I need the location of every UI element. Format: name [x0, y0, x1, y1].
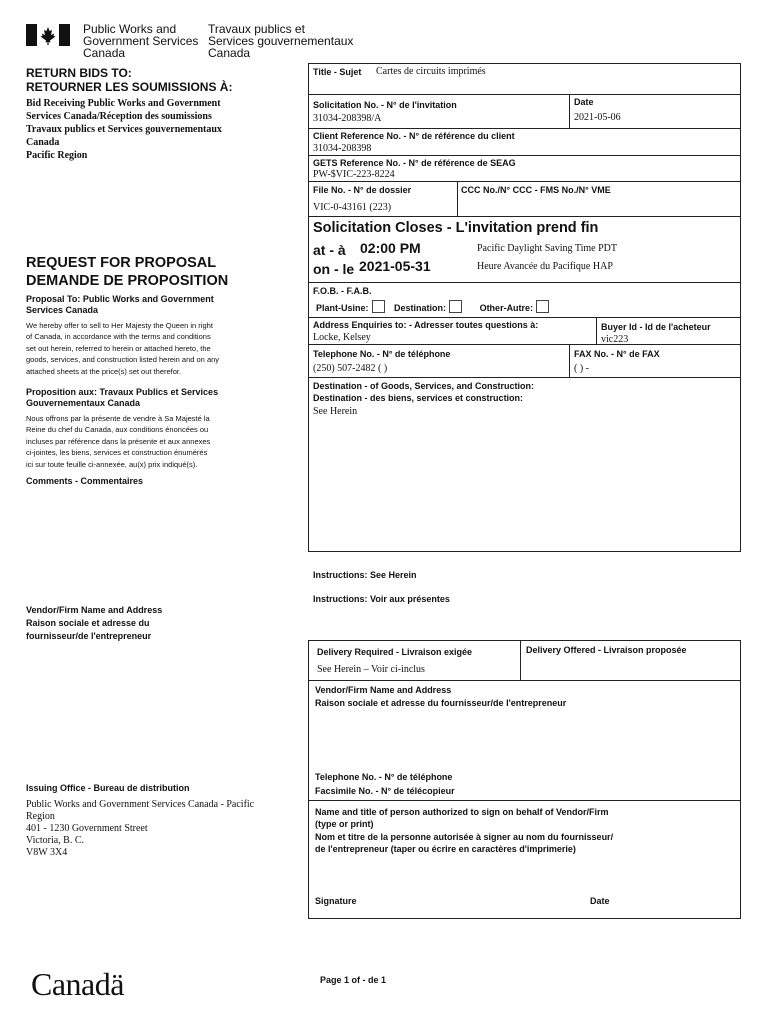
- other-label: Other-Autre:: [479, 303, 534, 313]
- instructions-fr: Instructions: Voir aux présentes: [313, 594, 450, 604]
- address-line: Pacific Region: [26, 150, 88, 161]
- client-ref-value: 31034-208398: [313, 143, 372, 154]
- page-number: Page 1 of - de 1: [320, 975, 387, 985]
- issuing-office-label: Issuing Office - Bureau de distribution: [26, 783, 190, 793]
- label-line: Raison sociale et adresse du: [26, 618, 150, 628]
- delivery-required-value: See Herein – Voir ci-inclus: [317, 664, 425, 675]
- text-line: set out herein, referred to herein or attached hereto, the: [26, 343, 211, 353]
- proposition-text: [26, 413, 210, 470]
- delivery-offered-label: Delivery Offered - Livraison proposée: [526, 645, 687, 655]
- address-enquiries-label: Address Enquiries to: - Adresser toutes questions à:: [313, 320, 539, 330]
- department-line: Canada: [208, 46, 251, 60]
- vendor-left-label: [26, 604, 162, 643]
- vendor-telephone-label: Telephone No. - N° de téléphone: [315, 772, 453, 782]
- vendor-name-label: Vendor/Firm Name and Address: [315, 685, 452, 695]
- destination-label: Destination:: [394, 303, 447, 313]
- ccc-label: CCC No./N° CCC - FMS No./N° VME: [461, 185, 611, 195]
- plant-checkbox[interactable]: [372, 300, 385, 313]
- text-line: ci-jointes, les biens, services et construction énumérés: [26, 448, 208, 458]
- buyer-id-label: Buyer Id - Id de l'acheteur: [601, 322, 711, 332]
- department-line: Public Works and: [83, 22, 177, 36]
- instructions-en: Instructions: See Herein: [313, 570, 417, 580]
- rfp-title-fr: DEMANDE DE PROPOSITION: [26, 273, 229, 289]
- telephone-value: (250) 507-2482 ( ): [313, 363, 388, 374]
- signature-date-label: Date: [590, 896, 610, 906]
- text-line: of Canada, in accordance with the terms and conditions: [26, 332, 211, 342]
- proposal-to-text: [26, 320, 219, 377]
- proposal-to-label: [26, 294, 214, 316]
- label-line: Proposition aux: Travaux Publics et Services: [26, 387, 219, 397]
- return-bids-address: [26, 97, 222, 162]
- label-line: de l'entrepreneur (taper ou écrire en caractères d'imprimerie): [315, 843, 576, 854]
- text-line: goods, services, and construction listed herein and on any: [26, 355, 220, 365]
- vendor-address-label: Raison sociale et adresse du fournisseur/de l'entrepreneur: [315, 698, 567, 708]
- text-line: incluses par référence dans la présente et aux annexes: [26, 436, 211, 446]
- label-line: Name and title of person authorized to sign on behalf of Vendor/Firm: [315, 807, 609, 817]
- authorized-person-label: [315, 806, 613, 855]
- address-line: V8W 3X4: [26, 847, 68, 858]
- text-line: attached sheets at the price(s) set out therefor.: [26, 366, 182, 376]
- buyer-id-value: vic223: [601, 334, 629, 345]
- destination-checkbox[interactable]: [449, 300, 462, 313]
- address-line: Public Works and Government Services Canada - Pacific: [26, 799, 255, 810]
- address-line: Bid Receiving Public Works and Government: [26, 98, 221, 109]
- title-value: Cartes de circuits imprimés: [376, 66, 486, 77]
- client-ref-label: Client Reference No. - N° de référence du client: [313, 131, 515, 141]
- fob-options: [316, 300, 552, 314]
- gets-value: PW-$VIC-223-8224: [313, 169, 395, 180]
- fax-value: ( ) -: [574, 363, 589, 374]
- label-line: (type or print): [315, 819, 374, 830]
- authorized-person-field[interactable]: [312, 858, 736, 890]
- close-time: 02:00 PM: [360, 240, 421, 256]
- comments-label: Comments - Commentaires: [26, 476, 144, 486]
- delivery-required-label: Delivery Required - Livraison exigée: [317, 647, 473, 657]
- solicitation-label: Solicitation No. - N° de l'invitation: [313, 100, 457, 110]
- department-name-fr: [208, 23, 353, 59]
- label-line: Vendor/Firm Name and Address: [26, 605, 163, 615]
- fax-label: FAX No. - N° de FAX: [574, 349, 660, 359]
- date-value: 2021-05-06: [574, 112, 621, 123]
- telephone-label: Telephone No. - N° de téléphone: [313, 349, 451, 359]
- file-label: File No. - N° de dossier: [313, 185, 412, 195]
- department-line: Canada: [83, 46, 126, 60]
- address-line: Services Canada/Réception des soumissions: [26, 111, 212, 122]
- file-value: VIC-0-43161 (223): [313, 202, 392, 213]
- destination-biens-label: Destination - des biens, services et construction:: [313, 393, 524, 403]
- address-line: 401 - 1230 Government Street: [26, 823, 148, 834]
- return-bids-title: [26, 66, 232, 94]
- at-label: at - à: [313, 242, 346, 258]
- other-checkbox[interactable]: [536, 300, 549, 313]
- fob-label: F.O.B. - F.A.B.: [313, 286, 372, 296]
- vendor-name-field[interactable]: [312, 712, 736, 768]
- address-line: Victoria, B. C.: [26, 835, 85, 846]
- text-line: Nous offrons par la présente de vendre à Sa Majesté la: [26, 414, 210, 423]
- address-line: Travaux publics et Services gouvernementaux: [26, 124, 222, 135]
- on-label: on - le: [313, 261, 355, 277]
- closes-title: Solicitation Closes - L'invitation prend fin: [313, 220, 599, 236]
- label-line: Services Canada: [26, 305, 99, 315]
- close-date: 2021-05-31: [359, 258, 431, 274]
- department-name-en: [83, 23, 198, 59]
- destination-goods-label: Destination - of Goods, Services, and Construction:: [313, 381, 535, 391]
- label-line: Nom et titre de la personne autorisée à signer au nom du fournisseur/: [315, 831, 614, 842]
- timezone-fr: Heure Avancée du Pacifique HAP: [477, 261, 613, 272]
- return-bids-en: RETURN BIDS TO:: [26, 66, 132, 80]
- signature-label: Signature: [315, 896, 357, 906]
- gets-label: GETS Reference No. - N° de référence de SEAG: [313, 158, 516, 168]
- timezone-en: Pacific Daylight Saving Time PDT: [477, 243, 617, 254]
- address-line: Canada: [26, 137, 60, 148]
- plant-label: Plant-Usine:: [316, 303, 369, 313]
- label-line: Proposal To: Public Works and Government: [26, 294, 214, 304]
- issuing-office-address: [26, 799, 254, 859]
- date-label: Date: [574, 97, 594, 107]
- label-line: Gouvernementaux Canada: [26, 398, 141, 408]
- destination-value: See Herein: [313, 406, 358, 417]
- text-line: Reine du chef du Canada, aux conditions énoncées ou: [26, 425, 209, 435]
- canada-flag-logo: [26, 24, 70, 46]
- solicitation-value: 31034-208398/A: [313, 113, 382, 124]
- department-line: Government Services: [83, 34, 199, 48]
- address-enquiries-value: Locke, Kelsey: [313, 332, 371, 343]
- rfp-title: [26, 254, 228, 290]
- department-line: Travaux publics et: [208, 22, 305, 36]
- text-line: We hereby offer to sell to Her Majesty the Queen in right: [26, 321, 213, 330]
- text-line: ici sur toute feuille ci-annexée, au(x) prix indiqué(s).: [26, 459, 198, 469]
- label-line: fournisseur/de l'entrepreneur: [26, 631, 152, 641]
- rfp-title-en: REQUEST FOR PROPOSAL: [26, 255, 217, 271]
- title-label: Title - Sujet: [313, 67, 362, 77]
- department-line: Services gouvernementaux: [208, 34, 354, 48]
- proposition-label: [26, 387, 218, 409]
- return-bids-fr: RETOURNER LES SOUMISSIONS À:: [26, 80, 233, 94]
- vendor-facsimile-label: Facsimile No. - N° de télécopieur: [315, 786, 455, 796]
- canada-wordmark: Canadä: [31, 966, 124, 1002]
- address-line: Region: [26, 811, 55, 822]
